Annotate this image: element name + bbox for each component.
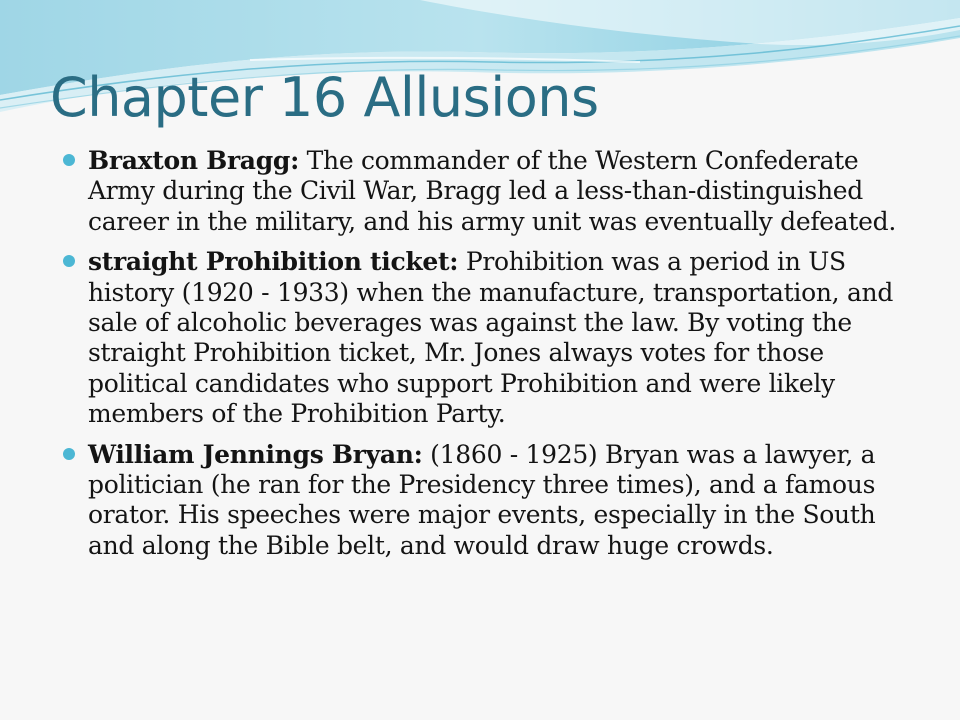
allusion-description: The commander of the Western Confederate Army during the Civil War, Bragg led a less-than-distinguished career in the military, and his army unit was eventually defeated. [88,146,896,236]
list-item [88,146,928,237]
allusion-term: Braxton Bragg: [88,146,299,175]
bullet-icon [63,255,75,267]
slide-title: Chapter 16 Allusions [50,66,599,129]
bullet-icon [63,448,75,460]
list-item [88,440,928,562]
allusion-list [88,146,928,561]
bullet-icon [63,154,75,166]
list-item [88,247,928,429]
allusion-description: Prohibition was a period in US history (1920 - 1933) when the manufacture, transportation, and sale of alcoholic beverages was against the law. By voting the straight Prohibition ticket, Mr. Jones always votes for those political candidates who support Prohibition and were likely members of the Prohibition Party. [88,247,894,429]
allusion-term: William Jennings Bryan: [88,439,423,469]
allusion-description: (1860 - 1925) Bryan was a lawyer, a politician (he ran for the Presidency three times), and a famous orator. His speeches were major events, especially in the South and along the Bible belt, and would draw huge crowds. [88,439,876,560]
allusion-term: straight Prohibition ticket: [88,247,459,277]
